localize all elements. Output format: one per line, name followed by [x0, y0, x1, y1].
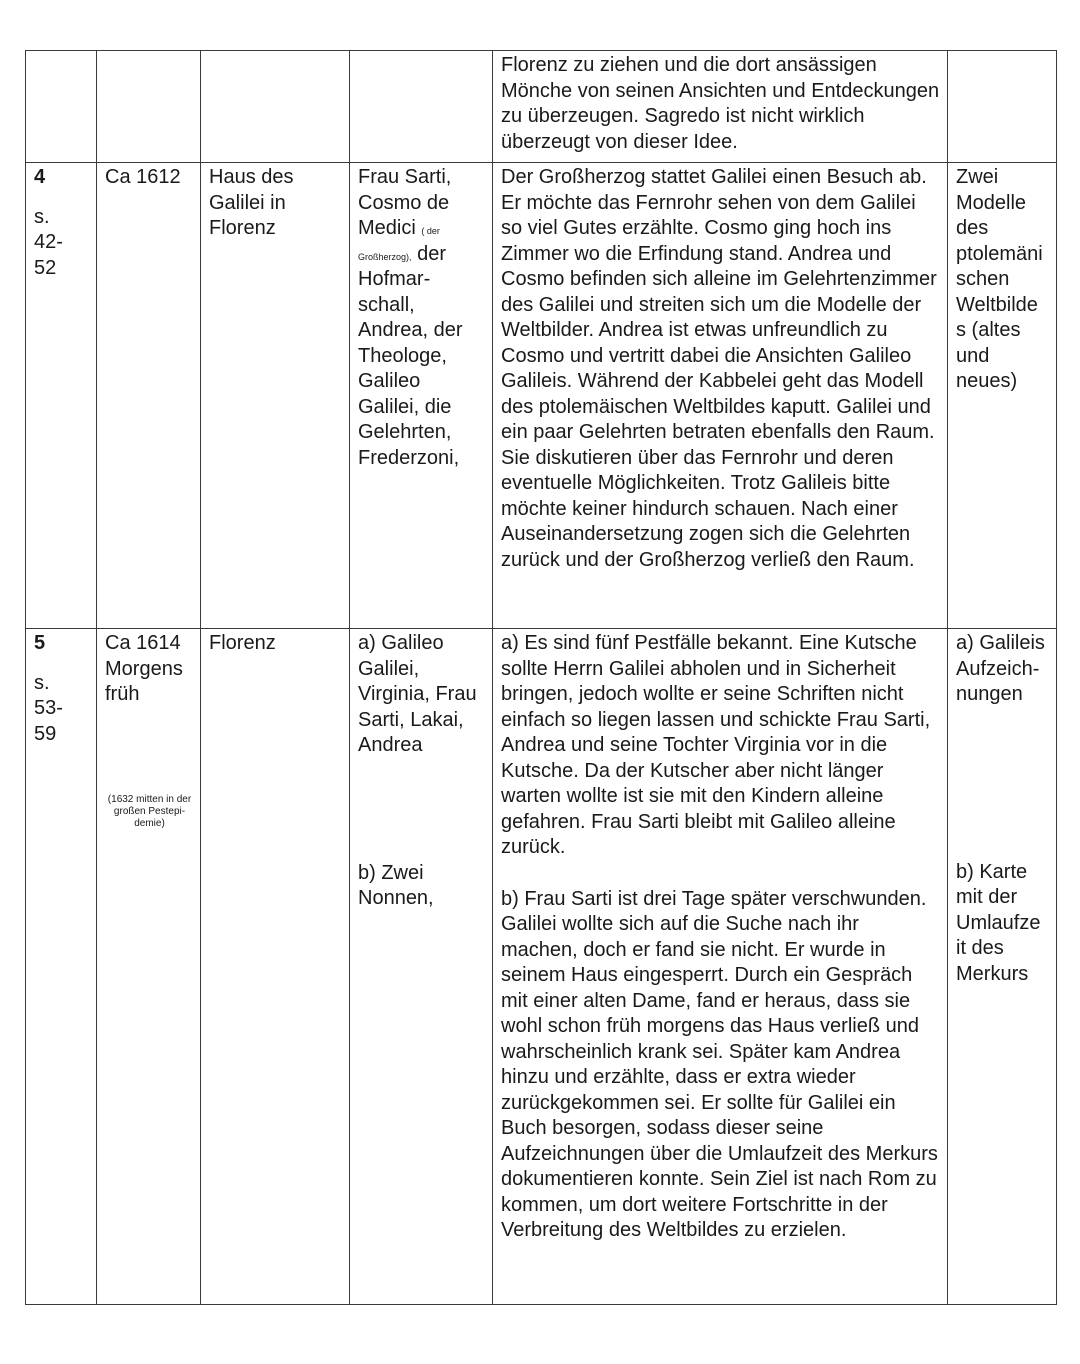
- time-text: Ca 1612: [105, 166, 181, 188]
- scene-cell: [26, 51, 97, 163]
- time-cell: [97, 629, 201, 1305]
- content-a-text: a) Es sind fünf Pestfälle bekannt. Eine Kutsche sollte Herrn Galilei abholen und in Sicherheit bringen, jedoch wollte er seine Schriften nicht einfach so liegen lassen und schickte Frau Sarti, Andrea und seine Tochter Virginia vor in die Kutsche. Da der Kutscher aber nicht länger warten wollte ist sie mit den Kindern alleine gefahren. Frau Sarti bleibt mit Galileo alleine zurück.: [501, 632, 931, 858]
- content-cell: [493, 163, 948, 629]
- time-cell: [97, 163, 201, 629]
- symbol-b-text: b) Karte mit der Umlaufze it des Merkurs: [956, 860, 1041, 985]
- time-note: (1632 mitten in der großen Pestepi-demie): [107, 793, 192, 829]
- table-row: [26, 51, 1057, 163]
- place-cell: [201, 629, 350, 1305]
- content-cell: [493, 51, 948, 163]
- symbol-cell: [948, 51, 1057, 163]
- symbol-cell: [948, 163, 1057, 629]
- persons-note: ( der Großherzog),: [358, 226, 440, 262]
- place-cell: [201, 163, 350, 629]
- table-row: [26, 163, 1057, 629]
- persons-cell: [350, 51, 493, 163]
- persons-cell: [350, 629, 493, 1305]
- time-text: Ca 1614 Morgens früh: [105, 632, 183, 705]
- symbol-text: Zwei Modelle des ptolemäni schen Weltbilde s (altes und neues): [956, 166, 1043, 392]
- table-row: [26, 629, 1057, 1305]
- symbol-cell: [948, 629, 1057, 1305]
- time-cell: [97, 51, 201, 163]
- place-text: Haus des Galilei in Florenz: [209, 166, 294, 239]
- scene-number: 4: [34, 166, 46, 188]
- scene-cell: [26, 163, 97, 629]
- content-cell: [493, 629, 948, 1305]
- content-b-text: b) Frau Sarti ist drei Tage später verschwunden. Galilei wollte sich auf die Suche nach ihr machen, doch er fand sie nicht. Er wurde in seinem Haus eingesperrt. Durch ein Gespräch mit einer alten Dame, fand er heraus, dass sie wohl schon früh morgens das Haus verließ und wahrscheinlich krank sei. Später kam Andrea hinzu und erzählte, dass er extra wieder zurückgekommen sei. Er sollte für Galilei ein Buch besorgen, sodass dieser seine Aufzeichnungen über die Umlaufzeit des Merkurs dokumentieren konnte. Sein Ziel ist nach Rom zu kommen, um dort weitere Fortschritte in der Verbreitung des Weltbildes zu erzielen.: [501, 887, 938, 1241]
- scene-summary-table: [25, 50, 1057, 1305]
- place-cell: [201, 51, 350, 163]
- scene-number: 5: [34, 632, 46, 654]
- persons-b-text: b) Zwei Nonnen,: [358, 861, 434, 909]
- persons-a-text: a) Galileo Galilei, Virginia, Frau Sarti, Lakai, Andrea: [358, 632, 477, 756]
- persons-text-cont: der Hofmar-schall, Andrea, der Theologe, Galileo Galilei, die Gelehrten, Frederzoni,: [358, 242, 463, 469]
- page-range: s. 42-52: [34, 205, 63, 279]
- persons-text: Frau Sarti, Cosmo de Medici: [358, 166, 452, 239]
- content-text: Der Großherzog stattet Galilei einen Besuch ab. Er möchte das Fernrohr sehen von dem Galilei so viel Gutes erzählte. Cosmo ging hoch ins Zimmer wo die Erfindung stand. Andrea und Cosmo befinden sich alleine im Gelehrtenzimmer des Galilei und streiten sich um die Modelle der Weltbilder. Andrea ist etwas unfreundlich zu Cosmo und vertritt dabei die Ansichten Galileo Galileis. Während der Kabbelei geht das Modell des ptolemäischen Weltbildes kaputt. Galilei und ein paar Gelehrten betraten ebenfalls den Raum. Sie diskutieren über das Fernrohr und deren eventuelle Möglichkeiten. Trotz Galileis bitte möchte keiner hindurch schauen. Nach einer Auseinandersetzung zogen sich die Gelehrten zurück und der Großherzog verließ den Raum.: [501, 166, 937, 571]
- scene-cell: [26, 629, 97, 1305]
- persons-cell: [350, 163, 493, 629]
- place-text: Florenz: [209, 632, 276, 654]
- content-text: Florenz zu ziehen und die dort ansässigen Mönche von seinen Ansichten und Entdeckungen zu überzeugen. Sagredo ist nicht wirklich überzeugt von dieser Idee.: [501, 54, 940, 153]
- symbol-a-text: a) Galileis Aufzeich-nungen: [956, 632, 1045, 705]
- page-range: s. 53-59: [34, 671, 63, 745]
